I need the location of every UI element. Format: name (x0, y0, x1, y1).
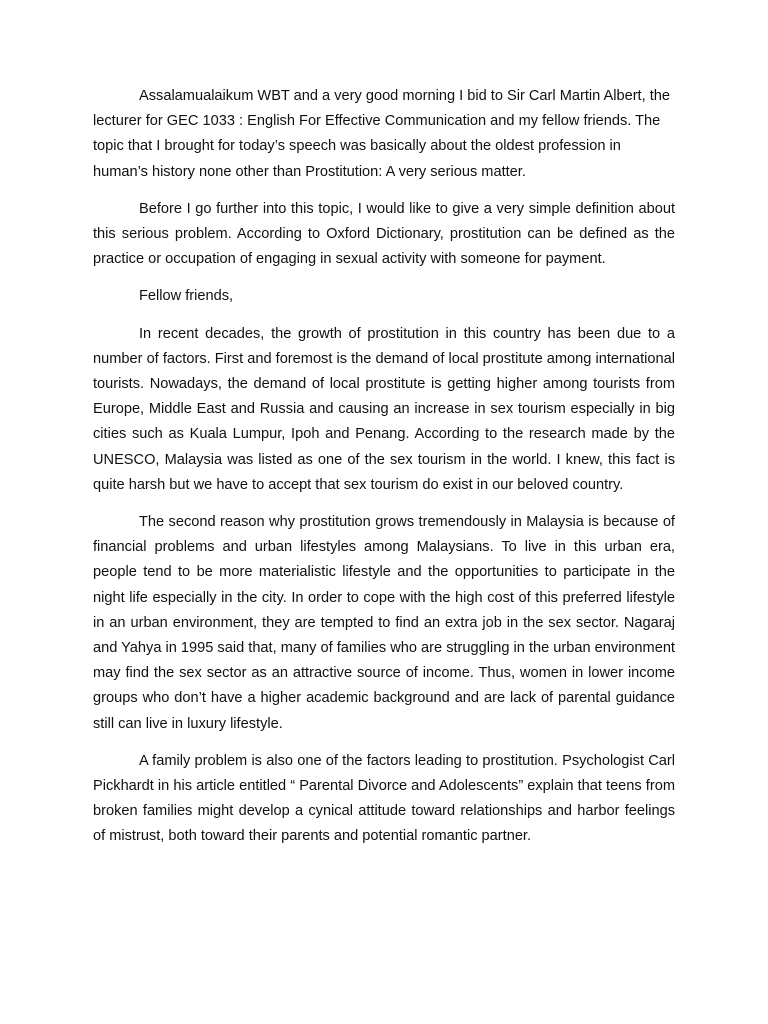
paragraph-family-factor: A family problem is also one of the factors leading to prostitution. Psychologist Carl Pickhardt in his article entitled “ Parental Divorce and Adolescents” explain that teens from broken families might develop a cynical attitude toward relationships and harbor feelings of mistrust, both toward their parents and potential romantic partner. (93, 752, 675, 845)
paragraph-address: Fellow friends, (139, 288, 234, 305)
paragraph-definition: Before I go further into this topic, I would like to give a very simple definition about this serious problem. According to Oxford Dictionary, prostitution can be defined as the practice or occupation of engaging in sexual activity with someone for payment. (93, 200, 675, 268)
paragraph-tourism-factor: In recent decades, the growth of prostitution in this country has been due to a number of factors. First and foremost is the demand of local prostitute among international tourists. Nowadays, the demand of local prostitute is getting higher among tourists from Europe, Middle East and Russia and causing an increase in sex tourism especially in big cities such as Kuala Lumpur, Ipoh and Penang. According to the research made by the UNESCO, Malaysia was listed as one of the sex tourism in the world. I knew, this fact is quite harsh but we have to accept that sex tourism do exist in our beloved country. (93, 325, 675, 493)
paragraph-greeting: Assalamualaikum WBT and a very good morning I bid to Sir Carl Martin Albert, the lecturer for GEC 1033 : English For Effective Communication and my fellow friends. The topic that I brought for today’s speech was basically about the oldest profession in human’s history none other than Prostitution: A very serious matter. (93, 88, 671, 180)
paragraph-financial-factor: The second reason why prostitution grows tremendously in Malaysia is because of financial problems and urban lifestyles among Malaysians. To live in this urban era, people tend to be more materialistic lifestyle and the opportunities to participate in the night life especially in the city. In order to cope with the high cost of this preferred lifestyle in an urban environment, they are tempted to find an extra job in the sex sector. Nagaraj and Yahya in 1995 said that, many of families who are struggling in the urban environment may find the sex sector as an attractive source of income. Thus, women in lower income groups who don’t have a higher academic background and are lack of parental guidance still can live in luxury lifestyle. (93, 514, 675, 732)
